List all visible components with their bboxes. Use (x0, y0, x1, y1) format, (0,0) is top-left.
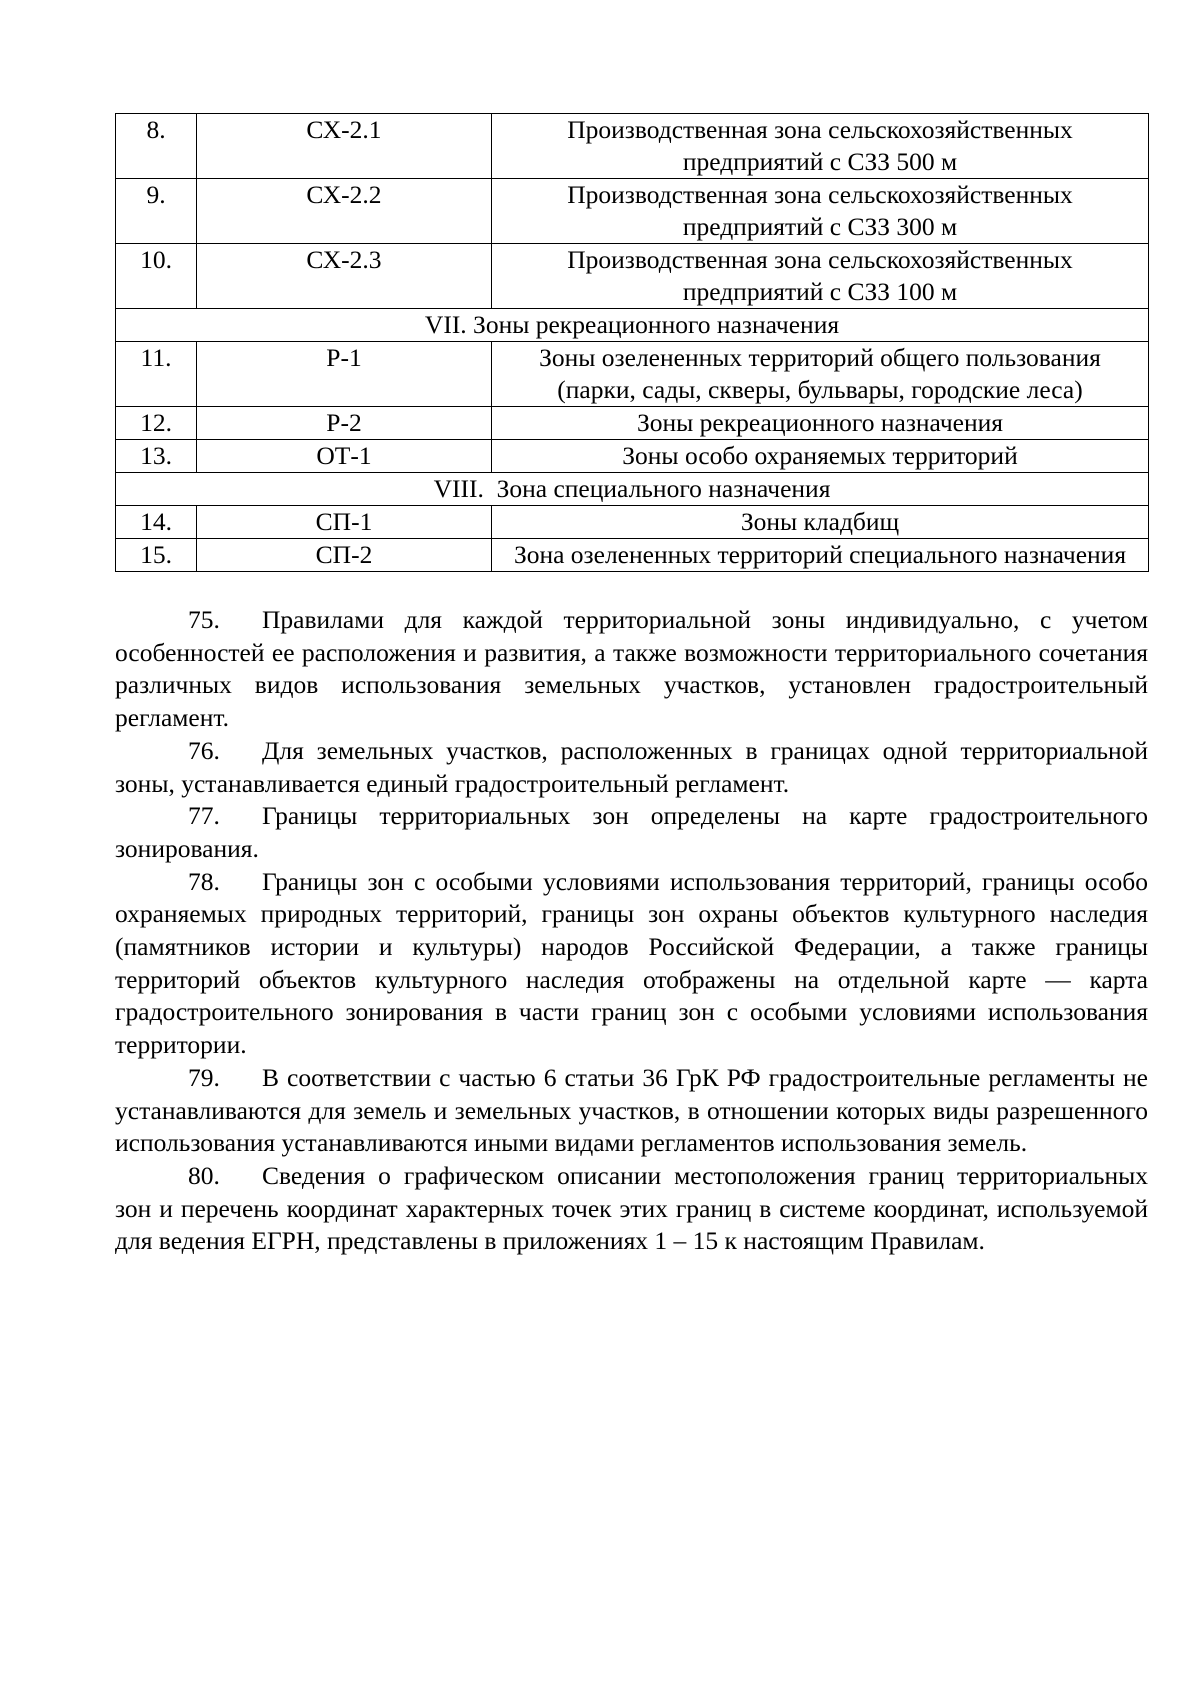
zone-description: Зоны кладбищ (492, 506, 1149, 539)
table-row (116, 440, 1149, 473)
section-title: VII. Зоны рекреационного назначения (116, 309, 1149, 342)
paragraph (115, 1062, 1148, 1160)
document-page (115, 113, 1148, 1258)
paragraph-number: 76. (188, 735, 220, 765)
zone-code: СП-2 (197, 539, 492, 572)
zone-description: Зоны озелененных территорий общего пользования (парки, сады, скверы, бульвары, городские леса) (492, 342, 1149, 407)
paragraph-number: 78. (188, 866, 220, 896)
paragraph-text: Сведения о графическом описании местоположения границ территориальных зон и перечень координат характерных точек этих границ в системе координат, используемой для ведения ЕГРН, представлены в приложениях 1 – 15 к настоящим Правилам. (115, 1160, 1148, 1256)
paragraphs (115, 604, 1148, 1258)
paragraph-number: 75. (188, 605, 220, 634)
table-row (116, 506, 1149, 539)
paragraph-number: 79. (188, 1062, 220, 1092)
paragraph (115, 735, 1148, 800)
row-number: 15. (116, 539, 197, 572)
zone-code: СХ-2.1 (197, 114, 492, 179)
paragraph (115, 1160, 1148, 1258)
zone-description: Производственная зона сельскохозяйственных предприятий с СЗЗ 300 м (492, 179, 1149, 244)
paragraph-text: Правилами для каждой территориальной зоны индивидуально, с учетом особенностей ее расположения и развития, а также возможности территориального сочетания различных видов использования земельных участков, установлен градостроительный регламент. (115, 605, 1148, 733)
zones-table (115, 113, 1149, 572)
paragraph-text: Для земельных участков, расположенных в границах одной территориальной зоны, устанавливается единый градостроительный регламент. (115, 735, 1148, 798)
paragraph-text: Границы зон с особыми условиями использования территорий, границы особо охраняемых природных территорий, границы зон охраны объектов культурного наследия (памятников истории и культуры) народов Российской Федерации, а также границы территорий объектов культурного наследия отображены на отдельной карте — карта градостроительного зонирования в части границ зон с особыми условиями использования территории. (115, 866, 1148, 1060)
table-row (116, 539, 1149, 572)
paragraph-number: 80. (188, 1160, 220, 1190)
row-number: 14. (116, 506, 197, 539)
row-number: 11. (116, 342, 197, 407)
section-row (116, 473, 1149, 506)
zone-description: Производственная зона сельскохозяйственных предприятий с СЗЗ 500 м (492, 114, 1149, 179)
paragraph (115, 866, 1148, 1062)
section-title: VIII. Зона специального назначения (116, 473, 1149, 506)
paragraph (115, 800, 1148, 865)
zone-code: Р-1 (197, 342, 492, 407)
table-row (116, 244, 1149, 309)
zone-description: Зона озелененных территорий специального назначения (492, 539, 1149, 572)
section-row (116, 309, 1149, 342)
row-number: 12. (116, 407, 197, 440)
zone-code: СП-1 (197, 506, 492, 539)
zone-code: Р-2 (197, 407, 492, 440)
table-row (116, 342, 1149, 407)
zone-code: СХ-2.2 (197, 179, 492, 244)
paragraph-text: Границы территориальных зон определены на карте градостроительного зонирования. (115, 801, 1148, 863)
table-row (116, 114, 1149, 179)
row-number: 8. (116, 114, 197, 179)
zone-description: Зоны особо охраняемых территорий (492, 440, 1149, 473)
table-row (116, 407, 1149, 440)
zone-description: Зоны рекреационного назначения (492, 407, 1149, 440)
row-number: 10. (116, 244, 197, 309)
paragraph-text: В соответствии с частью 6 статьи 36 ГрК РФ градостроительные регламенты не устанавливаются для земель и земельных участков, в отношении которых виды разрешенного использования устанавливаются иными видами регламентов использования земель. (115, 1062, 1148, 1158)
zone-code: ОТ-1 (197, 440, 492, 473)
zone-description: Производственная зона сельскохозяйственных предприятий с СЗЗ 100 м (492, 244, 1149, 309)
table-row (116, 179, 1149, 244)
row-number: 13. (116, 440, 197, 473)
zone-code: СХ-2.3 (197, 244, 492, 309)
paragraph-number: 77. (188, 801, 220, 831)
paragraph (115, 604, 1148, 735)
row-number: 9. (116, 179, 197, 244)
